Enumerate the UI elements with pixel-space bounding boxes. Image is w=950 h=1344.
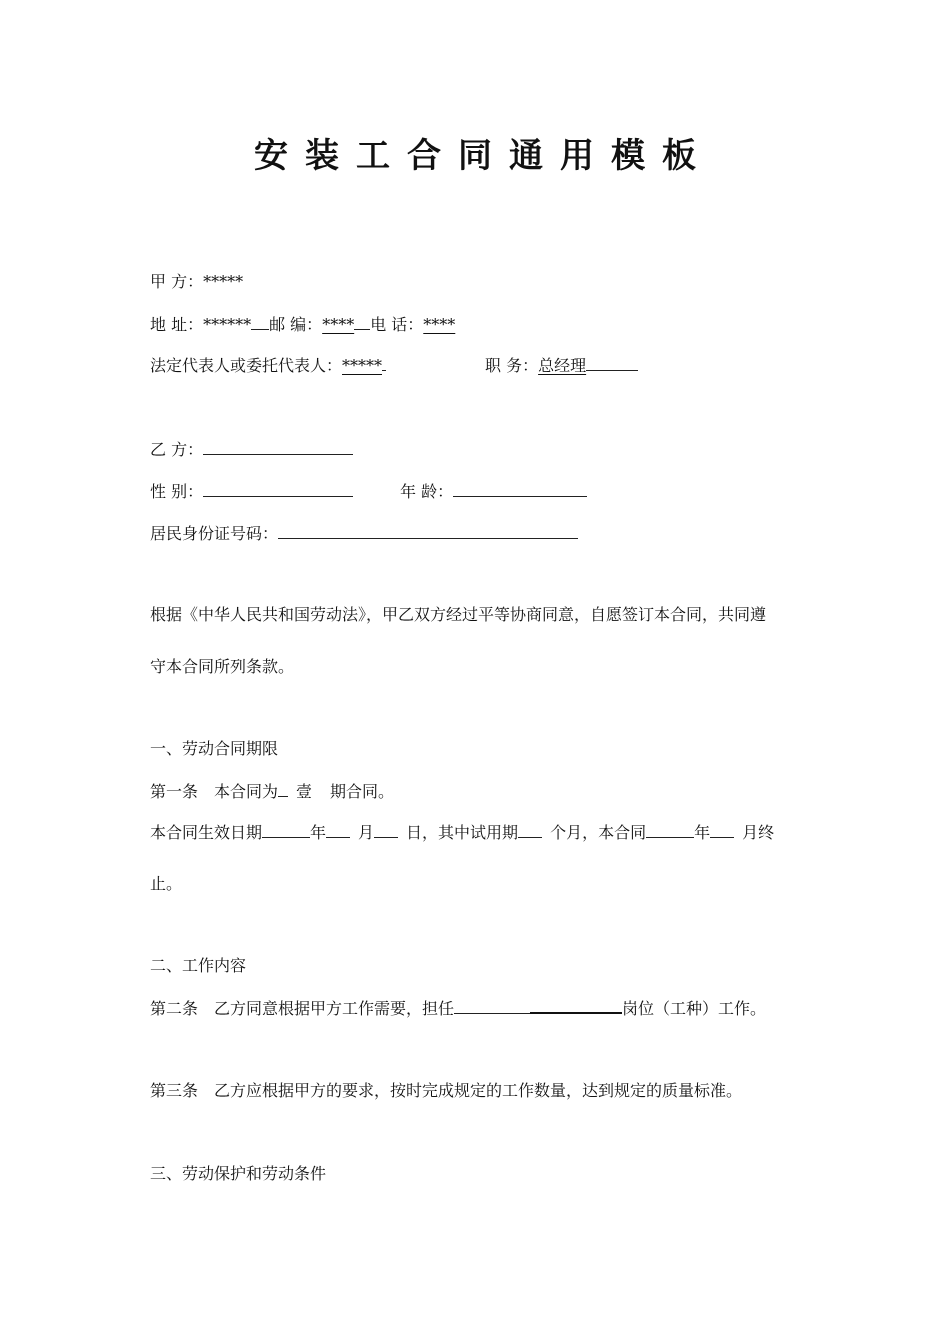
gender-blank: [203, 480, 353, 497]
party-a-name: *****: [203, 272, 244, 291]
article-2-number: 第二条: [150, 999, 199, 1018]
section-1-heading: 一、劳动合同期限: [150, 739, 279, 758]
postcode-label: 邮 编：: [269, 315, 323, 334]
party-b-name-blank: [203, 438, 353, 455]
start-day-blank: [374, 821, 398, 838]
address-label: 地 址：: [150, 315, 204, 334]
term-line: [150, 821, 774, 844]
party-a-line: [150, 271, 243, 293]
article-3-text: 乙方应根据甲方的要求，按时完成规定的工作数量，达到规定的质量标准。: [214, 1081, 743, 1100]
intro-line-2: 守本合同所列条款。: [150, 657, 295, 676]
section-2-heading: 二、工作内容: [150, 956, 247, 975]
term-line-2: 止。: [150, 874, 183, 893]
postcode-value: ****: [322, 315, 355, 334]
position-blank: [586, 354, 638, 371]
gender-label: 性 别：: [150, 482, 204, 501]
party-b-line: [150, 438, 353, 461]
party-b-age-line: [400, 480, 587, 503]
party-a-label: 甲 方：: [150, 272, 204, 291]
post-blank-thin: [454, 997, 530, 1014]
party-b-id-line: [150, 522, 578, 545]
article-3-number: 第三条: [150, 1081, 199, 1100]
id-label: 居民身份证号码：: [150, 524, 279, 543]
start-year-blank: [262, 821, 310, 838]
party-a-rep-line: [150, 354, 386, 377]
id-blank: [278, 522, 578, 539]
end-month-label: 月终: [742, 823, 775, 842]
term-effective-label: 本合同生效日期: [150, 823, 263, 842]
article-2: [150, 996, 766, 1020]
address-blank: [251, 313, 269, 330]
party-a-address-line: [150, 313, 455, 336]
phone-label: 电 话：: [370, 315, 424, 334]
month-label-1: 月: [358, 823, 375, 842]
start-month-blank: [326, 821, 350, 838]
article-1-text-end: 期合同。: [330, 782, 395, 801]
probation-label: 日，其中试用期: [406, 823, 519, 842]
end-month-blank: [710, 821, 734, 838]
article-2-text: 乙方同意根据甲方工作需要，担任: [214, 999, 455, 1018]
article-1-number: 第一条: [150, 782, 199, 801]
intro-line-1: 根据《中华人民共和国劳动法》，甲乙双方经过平等协商同意，自愿签订本合同，共同遵: [150, 605, 767, 624]
article-3: [150, 1080, 742, 1102]
article-1-term-value: 壹: [296, 782, 313, 801]
probation-blank: [518, 821, 542, 838]
article-1-blank-left: [278, 780, 288, 797]
position-label: 职 务：: [485, 356, 539, 375]
end-label: 个月，本合同: [550, 823, 647, 842]
postcode-blank: [354, 313, 370, 330]
phone-value: ****: [423, 315, 456, 334]
article-2-text-end: 岗位（工种）工作。: [622, 999, 767, 1018]
document-title: 安装工合同通用模板: [254, 136, 713, 176]
age-label: 年 龄：: [400, 482, 454, 501]
article-1-text: 本合同为: [214, 782, 279, 801]
party-b-gender-line: [150, 480, 353, 503]
party-b-label: 乙 方：: [150, 440, 204, 459]
year-label-1: 年: [310, 823, 327, 842]
address-value: ******: [203, 315, 252, 334]
position-value: 总经理: [538, 356, 587, 375]
rep-blank: [382, 354, 386, 371]
age-blank: [453, 480, 587, 497]
year-label-2: 年: [694, 823, 711, 842]
rep-value: *****: [342, 356, 383, 375]
article-1: [150, 780, 394, 803]
section-3-heading: 三、劳动保护和劳动条件: [150, 1164, 327, 1183]
position-line: [485, 354, 638, 377]
post-blank-thick: [530, 996, 622, 1014]
rep-label: 法定代表人或委托代表人：: [150, 356, 343, 375]
end-year-blank: [646, 821, 694, 838]
